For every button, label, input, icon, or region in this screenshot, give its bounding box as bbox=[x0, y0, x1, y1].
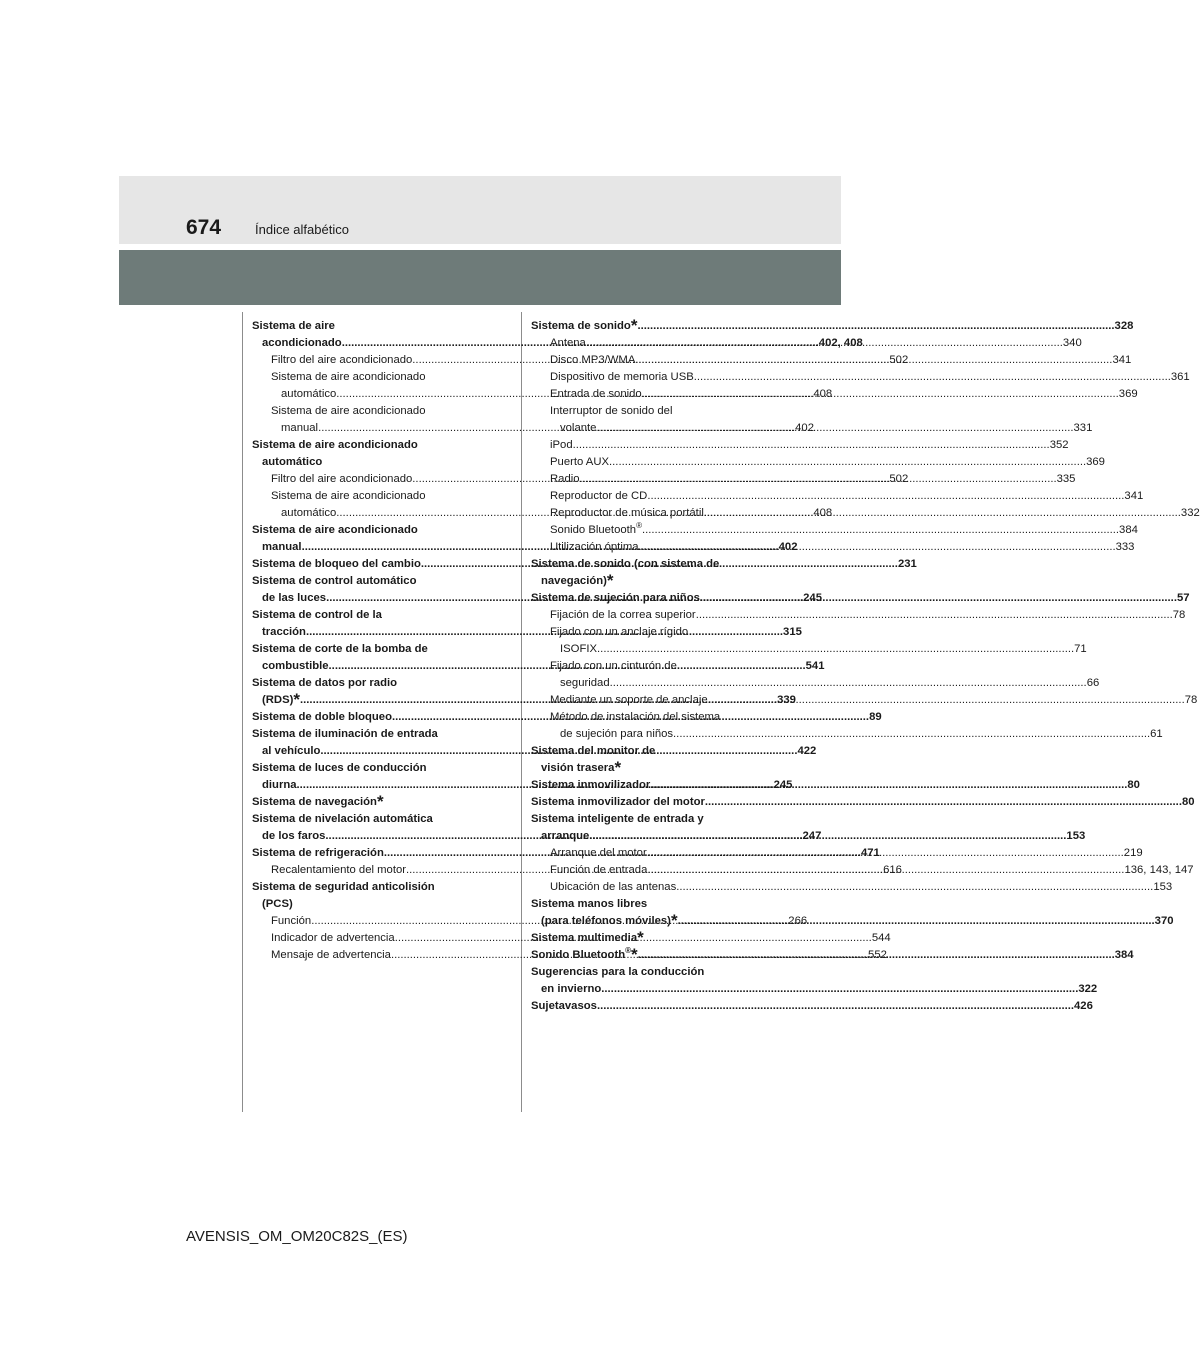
entry-label: Arranque del motor bbox=[550, 847, 647, 859]
entry-page: 328 bbox=[1114, 320, 1134, 332]
index-entry bbox=[531, 794, 1195, 811]
entry-label: Disco MP3/WMA bbox=[550, 354, 636, 366]
asterisk-mark: * bbox=[293, 690, 301, 709]
entry-label: en invierno bbox=[541, 983, 602, 995]
entry-label: Sistema de bloqueo del cambio bbox=[252, 558, 421, 570]
entry-label: seguridad bbox=[560, 677, 610, 689]
leader-dots bbox=[673, 726, 1150, 743]
page-number: 674 bbox=[186, 216, 222, 239]
index-entry bbox=[252, 437, 472, 454]
leader-dots bbox=[705, 794, 1182, 811]
leader-dots bbox=[647, 488, 1124, 505]
entry-label: de sujeción para niños bbox=[560, 728, 674, 740]
index-entry bbox=[531, 641, 1087, 658]
entry-page: 370 bbox=[1154, 915, 1174, 927]
entry-label: Sistema de aire acondicionado bbox=[252, 524, 418, 536]
leader-dots bbox=[708, 692, 1185, 709]
entry-label: Sistema de aire bbox=[252, 320, 335, 332]
document-code: AVENSIS_OM_OM20C82S_(ES) bbox=[186, 1228, 408, 1245]
entry-page: 402 bbox=[795, 422, 814, 434]
entry-label: Sistema de control de la bbox=[252, 609, 382, 621]
entry-label: Radio bbox=[550, 473, 580, 485]
entry-page: 78 bbox=[1172, 609, 1186, 621]
entry-page: 408 bbox=[813, 507, 833, 519]
entry-label: de las luces bbox=[262, 592, 327, 604]
index-entry bbox=[531, 964, 751, 981]
index-entry bbox=[252, 488, 472, 505]
index-entry bbox=[531, 981, 1098, 998]
leader-dots bbox=[650, 777, 1127, 794]
entry-label: Mensaje de advertencia bbox=[271, 949, 391, 961]
leader-dots bbox=[638, 947, 1115, 964]
entry-label: Sistema inmovilizador del motor bbox=[531, 796, 705, 808]
index-entry bbox=[252, 573, 472, 590]
asterisk-mark: * bbox=[670, 911, 678, 930]
entry-label: Sistema de aire acondicionado bbox=[271, 490, 426, 502]
entry-label: Sonido Bluetooth®* bbox=[531, 945, 638, 964]
entry-page: 80 bbox=[1127, 779, 1140, 791]
index-entry bbox=[252, 522, 472, 539]
index-entry bbox=[531, 675, 1100, 692]
leader-dots bbox=[610, 675, 1087, 692]
leader-dots bbox=[596, 420, 1073, 437]
entry-label: Fijación de la correa superior bbox=[550, 609, 696, 621]
entry-label: Sistema de luces de conducción bbox=[252, 762, 427, 774]
entry-page: 616 bbox=[883, 864, 902, 876]
leader-dots bbox=[637, 318, 1114, 335]
entry-page: 552 bbox=[868, 949, 887, 961]
entry-page: 402 bbox=[778, 541, 798, 553]
index-entry bbox=[531, 760, 751, 777]
index-entry bbox=[531, 454, 1105, 471]
entry-page: 71 bbox=[1074, 643, 1087, 655]
entry-page: 332 bbox=[1180, 507, 1200, 519]
index-entry bbox=[531, 556, 751, 573]
entry-page: 422 bbox=[797, 745, 817, 757]
entry-page: 61 bbox=[1150, 728, 1163, 740]
entry-page: 369 bbox=[1086, 456, 1105, 468]
entry-page: 80 bbox=[1181, 796, 1195, 808]
entry-page: 541 bbox=[805, 660, 825, 672]
leader-dots bbox=[696, 607, 1173, 624]
registered-mark: ® bbox=[636, 521, 642, 531]
leader-dots bbox=[647, 862, 1124, 879]
entry-page: 544 bbox=[871, 932, 891, 944]
entry-page: 78 bbox=[1184, 694, 1198, 706]
index-entry bbox=[531, 369, 1190, 386]
entry-label: Sistema multimedia* bbox=[531, 928, 644, 947]
index-entry bbox=[531, 743, 751, 760]
entry-page: 352 bbox=[1049, 439, 1069, 451]
leader-dots bbox=[694, 369, 1171, 386]
index-entry bbox=[252, 726, 472, 743]
entry-label: de los faros bbox=[262, 830, 326, 842]
index-entry bbox=[531, 998, 1093, 1015]
index-entry bbox=[252, 760, 472, 777]
index-entry bbox=[252, 675, 472, 692]
entry-label: tracción bbox=[262, 626, 306, 638]
entry-page: 231 bbox=[897, 558, 917, 570]
entry-label: Sistema de refrigeración bbox=[252, 847, 384, 859]
entry-label: Filtro del aire acondicionado bbox=[271, 473, 413, 485]
index-entry bbox=[531, 658, 751, 675]
leader-dots bbox=[609, 454, 1086, 471]
entry-label: iPod bbox=[550, 439, 573, 451]
index-entry bbox=[531, 437, 1069, 454]
entry-page: 247 bbox=[802, 830, 822, 842]
index-entry bbox=[252, 318, 472, 335]
entry-label: Sistema de aire acondicionado bbox=[252, 439, 418, 451]
entry-label: Entrada de sonido bbox=[550, 388, 642, 400]
entry-page: 426 bbox=[1074, 1000, 1093, 1012]
leader-dots bbox=[700, 590, 1177, 607]
entry-page: 339 bbox=[777, 694, 796, 706]
leader-dots bbox=[642, 386, 1119, 403]
entry-label: Sistema inmovilizador bbox=[531, 779, 651, 791]
leader-dots bbox=[586, 335, 1063, 352]
index-entry bbox=[531, 930, 751, 947]
header-band bbox=[119, 176, 841, 244]
leader-dots bbox=[678, 913, 1155, 930]
asterisk-mark: * bbox=[630, 316, 638, 335]
leader-dots bbox=[601, 981, 1078, 998]
entry-label: visión trasera* bbox=[541, 758, 622, 777]
entry-label: Sistema de aire acondicionado bbox=[271, 371, 426, 383]
entry-page: 471 bbox=[860, 847, 880, 859]
section-title: Índice alfabético bbox=[255, 222, 349, 237]
entry-label: automático bbox=[281, 507, 337, 519]
entry-label: Sistema de seguridad anticolisión bbox=[252, 881, 435, 893]
asterisk-mark: * bbox=[606, 571, 614, 590]
entry-label: (para teléfonos móviles)* bbox=[541, 911, 678, 930]
entry-label: Sistema de control automático bbox=[252, 575, 417, 587]
entry-label: Sistema de navegación* bbox=[252, 792, 384, 811]
entry-page: 153 bbox=[1153, 881, 1173, 893]
entry-label: volante bbox=[560, 422, 597, 434]
entry-label: Reproductor de CD bbox=[550, 490, 648, 502]
entry-label: Sistema de doble bloqueo bbox=[252, 711, 392, 723]
entry-label: Filtro del aire acondicionado bbox=[271, 354, 413, 366]
entry-page: 315 bbox=[783, 626, 802, 638]
index-entry bbox=[252, 369, 472, 386]
entry-page: 408 bbox=[813, 388, 833, 400]
index-entry bbox=[252, 454, 472, 471]
entry-label: Sistema de sujeción para niños bbox=[531, 592, 700, 604]
entry-label: Mediante un soporte de anclaje bbox=[550, 694, 708, 706]
leader-dots bbox=[642, 522, 1119, 539]
index-entry bbox=[252, 607, 472, 624]
entry-label: Fijado con un cinturón de bbox=[550, 660, 677, 672]
entry-page: 341 bbox=[1124, 490, 1144, 502]
registered-mark: ® bbox=[625, 946, 632, 956]
entry-label: Indicador de advertencia bbox=[271, 932, 395, 944]
entry-page: 333 bbox=[1115, 541, 1135, 553]
asterisk-mark: * bbox=[631, 945, 638, 964]
entry-label: Sistema de aire acondicionado bbox=[271, 405, 426, 417]
entry-label: manual bbox=[281, 422, 319, 434]
entry-label: Sistema de sonido* bbox=[531, 316, 638, 335]
entry-label: Fijado con un anclaje rígido bbox=[550, 626, 689, 638]
entry-label: (RDS)* bbox=[262, 690, 301, 709]
entry-label: Utilización óptima bbox=[550, 541, 639, 553]
entry-page: 361 bbox=[1170, 371, 1190, 383]
entry-label: Sistema de sonido (con sistema de bbox=[531, 558, 720, 570]
entry-page: 245 bbox=[773, 779, 793, 791]
index-entry bbox=[531, 879, 1173, 896]
entry-page: 219 bbox=[1123, 847, 1143, 859]
entry-page: 335 bbox=[1056, 473, 1076, 485]
leader-dots bbox=[589, 828, 1066, 845]
index-entry bbox=[531, 521, 1138, 539]
leader-dots bbox=[597, 998, 1074, 1015]
index-entry bbox=[531, 488, 1144, 505]
entry-label: ISOFIX bbox=[560, 643, 598, 655]
entry-page: 369 bbox=[1118, 388, 1138, 400]
leader-dots bbox=[676, 879, 1153, 896]
index-entry bbox=[531, 403, 751, 420]
entry-label: Función de entrada bbox=[550, 864, 648, 876]
index-entry bbox=[252, 403, 472, 420]
entry-label: Sistema inteligente de entrada y bbox=[531, 813, 704, 825]
entry-page: 66 bbox=[1086, 677, 1100, 689]
entry-label: Puerto AUX bbox=[550, 456, 610, 468]
entry-label: diurna bbox=[262, 779, 297, 791]
leader-dots bbox=[647, 845, 1124, 862]
index-entry bbox=[252, 641, 472, 658]
index-entry bbox=[531, 811, 751, 828]
entry-label: Sistema manos libres bbox=[531, 898, 648, 910]
entry-page: 384 bbox=[1119, 524, 1138, 536]
entry-page: 402, 408 bbox=[818, 337, 863, 349]
entry-label: Ubicación de las antenas bbox=[550, 881, 677, 893]
entry-label: Sistema de nivelación automática bbox=[252, 813, 433, 825]
index-entry bbox=[531, 709, 751, 726]
entry-label: Método de instalación del sistema bbox=[550, 711, 721, 723]
index-entry bbox=[531, 607, 1186, 624]
index-entry bbox=[531, 726, 1163, 743]
entry-page: 341 bbox=[1112, 354, 1132, 366]
entry-label: Antena bbox=[550, 337, 586, 349]
entry-page: 502 bbox=[889, 354, 909, 366]
leader-dots bbox=[580, 471, 1057, 488]
entry-label: automático bbox=[262, 456, 323, 468]
header-dark-band bbox=[119, 250, 841, 305]
entry-label: al vehículo bbox=[262, 745, 321, 757]
entry-label: Sistema de corte de la bomba de bbox=[252, 643, 428, 655]
column-rule-left bbox=[242, 312, 243, 1112]
asterisk-mark: * bbox=[637, 928, 644, 947]
entry-label: Función bbox=[271, 915, 312, 927]
leader-dots bbox=[639, 539, 1116, 556]
index-entry bbox=[252, 811, 472, 828]
entry-label: Sistema del monitor de bbox=[531, 745, 656, 757]
index-entry bbox=[531, 896, 751, 913]
leader-dots bbox=[597, 641, 1074, 658]
leader-dots bbox=[704, 505, 1181, 522]
asterisk-mark: * bbox=[614, 758, 622, 777]
entry-label: navegación)* bbox=[541, 571, 614, 590]
index-entry bbox=[531, 624, 751, 641]
index-entry bbox=[252, 879, 472, 896]
entry-label: combustible bbox=[262, 660, 329, 672]
entry-page: 245 bbox=[803, 592, 822, 604]
entry-page: 89 bbox=[869, 711, 882, 723]
entry-label: Sugerencias para la conducción bbox=[531, 966, 705, 978]
entry-page: 322 bbox=[1078, 983, 1098, 995]
entry-label: Recalentamiento del motor bbox=[271, 864, 407, 876]
index-entry bbox=[531, 573, 751, 590]
entry-label: Sonido Bluetooth® bbox=[550, 521, 642, 536]
entry-label: Sujetavasos bbox=[531, 1000, 597, 1012]
entry-label: Dispositivo de memoria USB bbox=[550, 371, 694, 383]
leader-dots bbox=[635, 352, 1112, 369]
entry-page: 384 bbox=[1114, 949, 1134, 961]
entry-label: acondicionado bbox=[262, 337, 342, 349]
leader-dots bbox=[573, 437, 1050, 454]
index-entry bbox=[252, 896, 472, 913]
entry-label: (PCS) bbox=[262, 898, 293, 910]
index-entry bbox=[531, 316, 1134, 335]
entry-label: Sistema de iluminación de entrada bbox=[252, 728, 438, 740]
entry-label: automático bbox=[281, 388, 337, 400]
entry-label: arranque bbox=[541, 830, 590, 842]
entry-page: 57 bbox=[1176, 592, 1190, 604]
entry-page: 502 bbox=[889, 473, 909, 485]
entry-label: Reproductor de música portátil bbox=[550, 507, 704, 519]
entry-label: manual bbox=[262, 541, 302, 553]
entry-label: Interruptor de sonido del bbox=[550, 405, 673, 417]
asterisk-mark: * bbox=[376, 792, 384, 811]
entry-page: 266 bbox=[788, 915, 808, 927]
entry-page: 153 bbox=[1066, 830, 1086, 842]
entry-page: 340 bbox=[1062, 337, 1082, 349]
entry-label: Sistema de datos por radio bbox=[252, 677, 398, 689]
entry-page: 136, 143, 147 bbox=[1124, 864, 1194, 876]
index-entry bbox=[252, 794, 472, 811]
entry-page: 331 bbox=[1073, 422, 1093, 434]
